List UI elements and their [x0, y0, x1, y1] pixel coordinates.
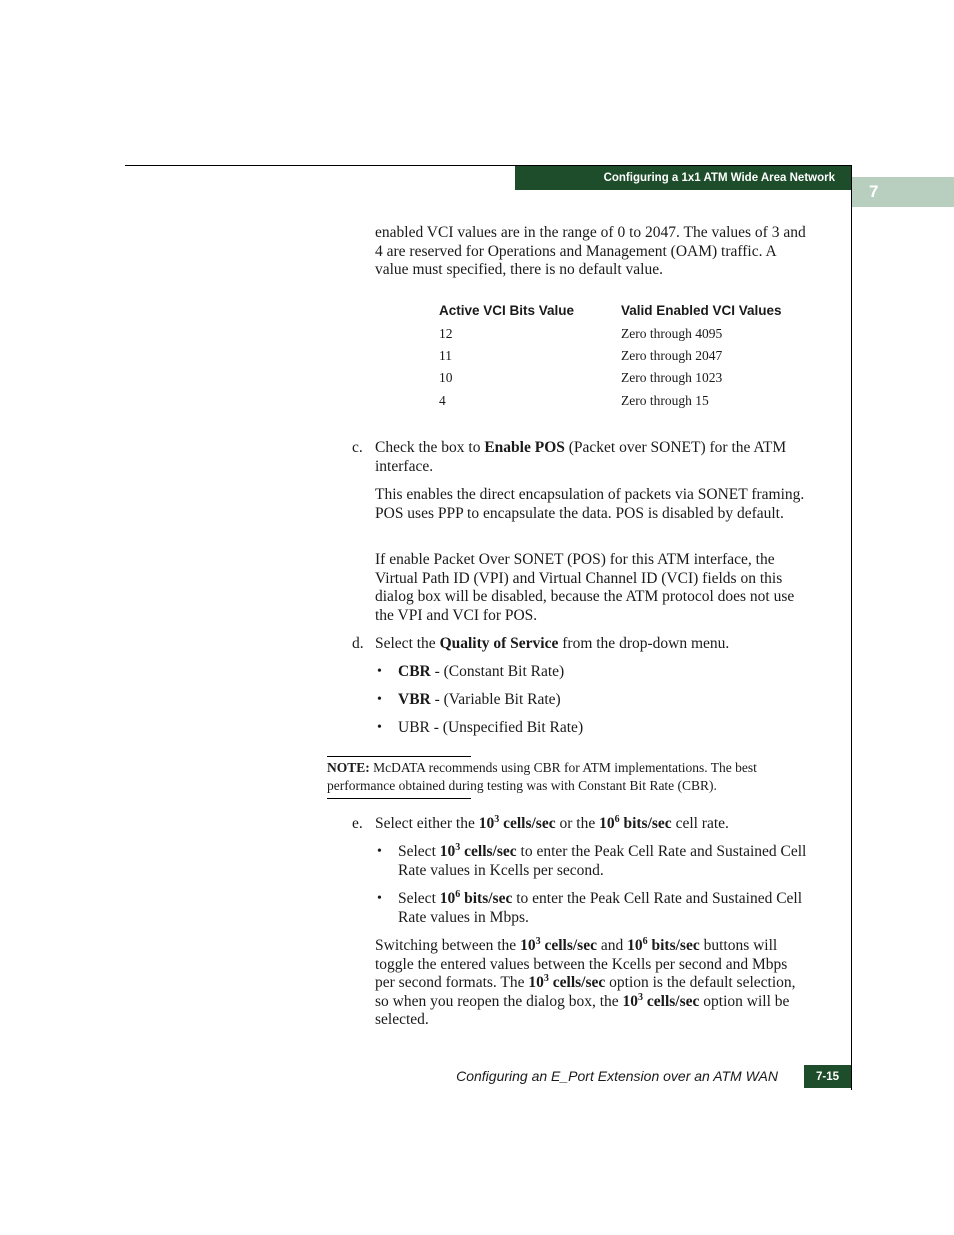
table-cell: 11 [439, 348, 452, 363]
step-e-marker: e. [352, 815, 363, 832]
step-e-text: Select either the $10^3$ cells/sec or the $10^6$ bits/sec cell rate. [375, 814, 729, 832]
qos-term: Quality of Service [439, 635, 559, 652]
step-d-marker: d. [352, 635, 364, 652]
table-cell: 12 [439, 326, 453, 341]
step-d-text: Select the Quality of Service from the drop-down menu. [375, 635, 730, 652]
table-cell: Zero through 4095 [621, 326, 723, 341]
list-item-cells: Select $10^3$ cells/sec to enter the Peak Cell Rate and Sustained Cell Rate values in Kcells per second. [398, 842, 807, 879]
table-cell: Zero through 2047 [621, 348, 723, 363]
table-cell: Zero through 1023 [621, 370, 723, 385]
bullet: • [377, 664, 382, 679]
step-c-paragraph-2: If enable Packet Over SONET (POS) for this ATM interface, the Virtual Path ID (VPI) and Virtual Channel ID (VCI) fields on this dialog box will be disabled, because the ATM protocol does not use the VPI and VCI for POS. [375, 551, 795, 624]
table-header-values: Valid Enabled VCI Values [621, 303, 782, 318]
step-c-marker: c. [352, 439, 363, 456]
chapter-number: 7 [869, 182, 879, 201]
step-c-paragraph-1: This enables the direct encapsulation of packets via SONET framing. POS uses PPP to encapsulate the data. POS is disabled by default. [375, 486, 805, 522]
note-label: NOTE: [327, 760, 370, 775]
step-c-text: Check the box to Enable POS (Packet over SONET) for the ATM interface. [375, 439, 787, 475]
table-cell: Zero through 15 [621, 393, 709, 408]
bullet: • [377, 891, 382, 906]
table-cell: 10 [439, 370, 453, 385]
running-header [515, 166, 851, 190]
list-item-vbr: VBR - (Variable Bit Rate) [398, 691, 561, 708]
note-bottom-rule [327, 798, 471, 799]
margin-rule [851, 165, 852, 1090]
bullet: • [377, 844, 382, 859]
page-number: 7-15 [815, 1070, 840, 1083]
chapter-tab [852, 177, 954, 207]
section-title: Configuring a 1x1 ATM Wide Area Network [603, 172, 835, 184]
table-cell: 4 [439, 393, 446, 408]
page-number-box [804, 1065, 851, 1088]
list-item-ubr: UBR - (Unspecified Bit Rate) [398, 719, 584, 736]
bullet: • [377, 720, 382, 735]
note-box [327, 759, 817, 794]
note-text: McDATA recommends using CBR for ATM implementations. The best performance obtained during testing was with Constant Bit Rate (CBR). [327, 760, 757, 793]
bullet: • [377, 692, 382, 707]
note-top-rule [327, 756, 471, 757]
footer-chapter-title: Configuring an E_Port Extension over an ATM WAN [456, 1068, 778, 1084]
table-header-bits: Active VCI Bits Value [439, 303, 575, 318]
list-item-cbr: CBR - (Constant Bit Rate) [398, 663, 565, 680]
enable-pos-term: Enable POS [484, 439, 565, 456]
intro-paragraph: enabled VCI values are in the range of 0 to 2047. The values of 3 and 4 are reserved for Operations and Management (OAM) traffic. A value must specified, there is no default value. [375, 224, 806, 279]
list-item-bits: Select $10^6$ bits/sec to enter the Peak Cell Rate and Sustained Cell Rate values in Mbps. [398, 889, 803, 926]
switching-paragraph: Switching between the $10^3$ cells/sec and $10^6$ bits/sec buttons will toggle the entered values between the Kcells per second and Mbps per second formats. The $10^3$ cells/sec option is the default selection, so when you reopen the dialog box, the $10^3$ cells/sec option will be selected. [375, 936, 796, 1029]
